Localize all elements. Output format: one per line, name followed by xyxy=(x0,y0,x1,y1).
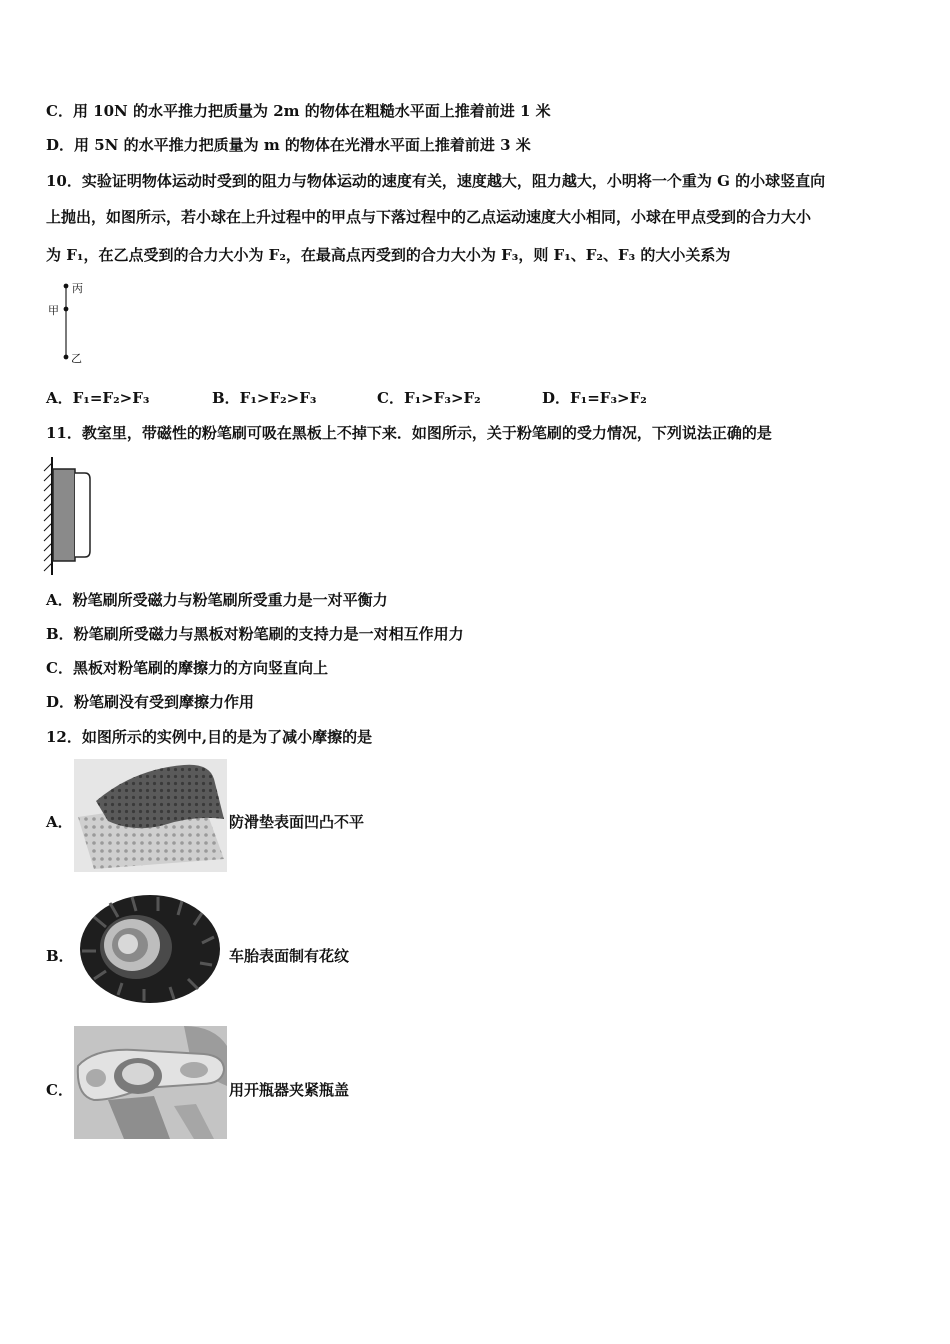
q10-option-d: D．F₁=F₃>F₂ xyxy=(542,389,647,407)
label-yi: 乙 xyxy=(71,352,82,365)
q12-stem: 12．如图所示的实例中,目的是为了减小摩擦的是 xyxy=(46,728,373,746)
chalk-eraser-figure xyxy=(40,455,110,577)
q12-option-a-caption: 防滑垫表面凹凸不平 xyxy=(229,813,365,831)
q10-option-b: B．F₁>F₂>F₃ xyxy=(212,389,317,407)
q10-stem-line1: 10．实验证明物体运动时受到的阻力与物体运动的速度有关，速度越大，阻力越大，小明将一个重为 G 的小球竖直向 xyxy=(46,172,826,190)
q10-option-a: A．F₁=F₂>F₃ xyxy=(46,389,150,407)
q12-option-b-caption: 车胎表面制有花纹 xyxy=(229,947,350,965)
label-bing: 丙 xyxy=(72,282,83,295)
label-jia: 甲 xyxy=(48,304,59,317)
q10-stem-line3: 为 F₁，在乙点受到的合力大小为 F₂，在最高点丙受到的合力大小为 F₃，则 F₁、F₂、F₃ 的大小关系为 xyxy=(46,246,731,264)
tire-image xyxy=(74,893,227,1006)
q12-option-c-label: C． xyxy=(46,1081,73,1099)
q12-option-a-label: A． xyxy=(46,813,73,831)
ball-path-figure xyxy=(46,280,106,366)
anti-slip-mat-image xyxy=(74,759,227,872)
q10-stem-line2: 上抛出，如图所示，若小球在上升过程中的甲点与下落过程中的乙点运动速度大小相同，小球在甲点受到的合力大小 xyxy=(46,208,812,226)
q10-option-c: C．F₁>F₃>F₂ xyxy=(377,389,481,407)
q12-option-b-label: B． xyxy=(46,947,74,965)
bottle-opener-image xyxy=(74,1026,227,1139)
q9-option-d: D．用 5N 的水平推力把质量为 m 的物体在光滑水平面上推着前进 3 米 xyxy=(46,136,531,154)
q11-option-b: B．粉笔刷所受磁力与黑板对粉笔刷的支持力是一对相互作用力 xyxy=(46,625,464,643)
q11-stem: 11．教室里，带磁性的粉笔刷可吸在黑板上不掉下来．如图所示，关于粉笔刷的受力情况，下列说法正确的是 xyxy=(46,424,772,442)
q11-option-d: D．粉笔刷没有受到摩擦力作用 xyxy=(46,693,255,711)
q11-option-a: A．粉笔刷所受磁力与粉笔刷所受重力是一对平衡力 xyxy=(46,591,388,609)
q12-option-c-caption: 用开瓶器夹紧瓶盖 xyxy=(229,1081,350,1099)
q9-option-c: C．用 10N 的水平推力把质量为 2m 的物体在粗糙水平面上推着前进 1 米 xyxy=(46,102,551,120)
q11-option-c: C．黑板对粉笔刷的摩擦力的方向竖直向上 xyxy=(46,659,328,677)
chalk-eraser-diagram xyxy=(40,455,110,577)
